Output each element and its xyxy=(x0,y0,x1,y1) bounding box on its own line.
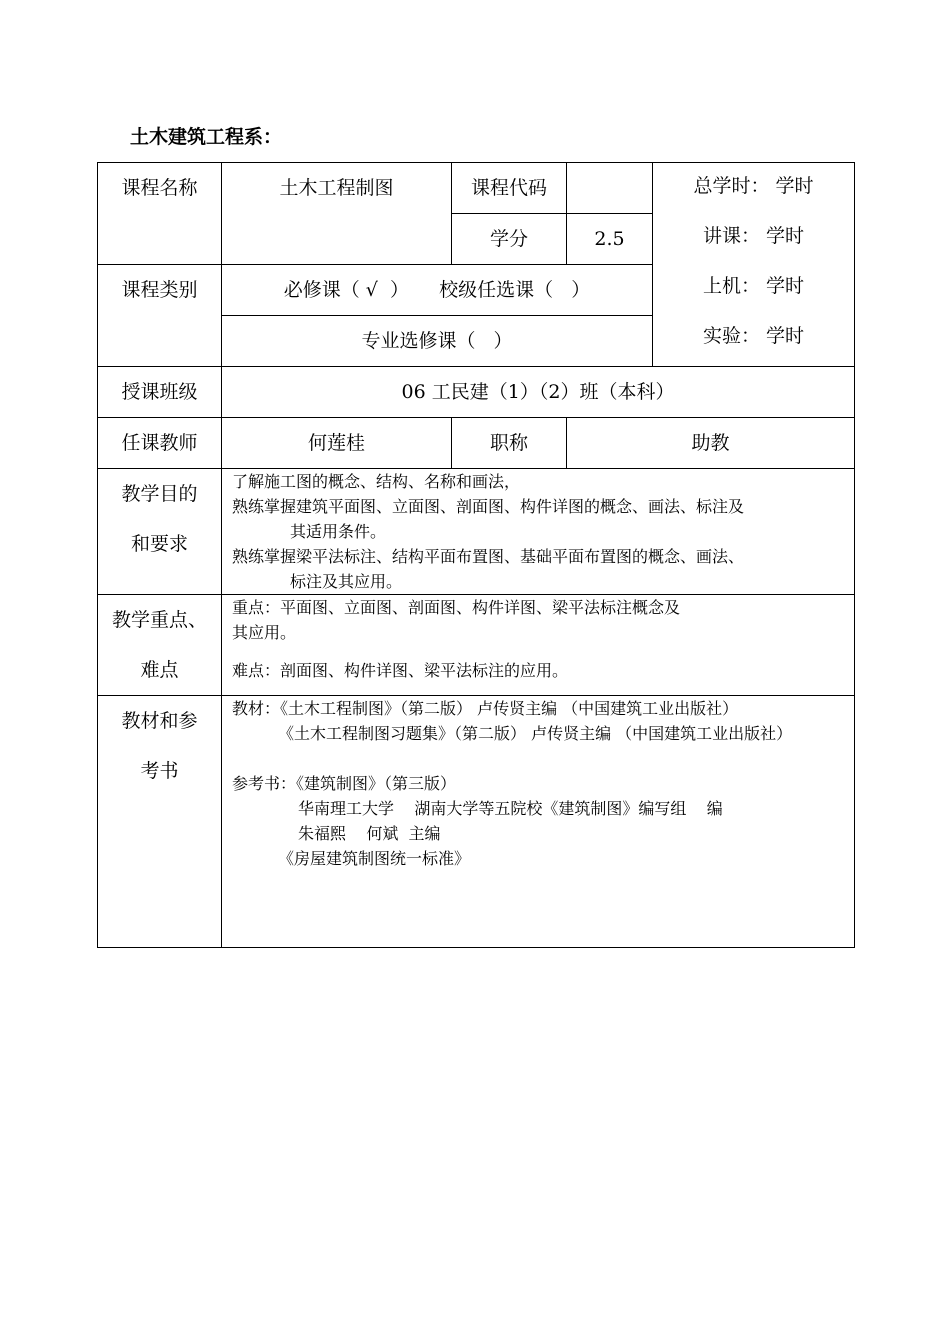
course-name-label: 课程名称 xyxy=(98,163,222,265)
key-point-line: 重点：平面图、立面图、剖面图、构件详图、梁平法标注概念及 xyxy=(232,598,681,617)
textbook-line: 《土木工程制图习题集》（第二版） 卢传贤主编 （中国建筑工业出版社） xyxy=(278,724,793,743)
key-point-line: 其应用。 xyxy=(232,623,297,642)
textbook-line: 教材：《土木工程制图》（第二版） 卢传贤主编 （中国建筑工业出版社） xyxy=(232,699,739,718)
job-title-value: 助教 xyxy=(567,418,855,469)
hours-cell xyxy=(653,163,855,367)
textbooks-content xyxy=(222,696,855,948)
objective-item: 熟练掌握梁平法标注、结构平面布置图、基础平面布置图的概念、画法、 xyxy=(232,547,745,566)
reference-line: 华南理工大学 湖南大学等五院校《建筑制图》编写组 编 xyxy=(298,799,723,818)
key-points-content xyxy=(222,595,855,696)
reference-line: 朱福熙 何斌 主编 xyxy=(298,824,441,843)
objective-item: 其适用条件。 xyxy=(290,522,387,541)
course-code-label: 课程代码 xyxy=(452,163,567,214)
total-hours: 总学时： 学时 xyxy=(693,175,814,197)
objective-item: 熟练掌握建筑平面图、立面图、剖面图、构件详图的概念、画法、标注及 xyxy=(232,497,745,516)
experiment-hours: 实验： 学时 xyxy=(702,325,805,347)
objective-item: 了解施工图的概念、结构、名称和画法， xyxy=(232,472,521,491)
department-title: 土木建筑工程系： xyxy=(130,126,283,148)
key-points-label-line1: 教学重点、 xyxy=(111,609,207,631)
objectives-label-line1: 教学目的 xyxy=(121,483,198,505)
objectives-label-line2: 和要求 xyxy=(130,533,188,555)
course-category-label: 课程类别 xyxy=(98,265,222,367)
teacher-name: 何莲桂 xyxy=(222,418,452,469)
key-points-label-line2: 难点 xyxy=(140,659,179,681)
course-code-value xyxy=(567,163,653,214)
key-points-label xyxy=(98,595,222,696)
textbooks-label xyxy=(98,696,222,948)
textbooks-label-line1: 教材和参 xyxy=(121,710,198,732)
teacher-label: 任课教师 xyxy=(98,418,222,469)
reference-line: 《房屋建筑制图统一标准》 xyxy=(278,849,471,868)
course-category-line1: 必修课（ √ ） 校级任选课（ ） xyxy=(222,265,653,316)
credit-label: 学分 xyxy=(452,214,567,265)
objectives-content xyxy=(222,469,855,595)
objectives-label xyxy=(98,469,222,595)
difficult-point-line: 难点：剖面图、构件详图、梁平法标注的应用。 xyxy=(232,661,569,680)
class-value: 06 工民建（1）（2）班（本科） xyxy=(222,367,855,418)
job-title-label: 职称 xyxy=(452,418,567,469)
course-info-table xyxy=(97,162,855,948)
computer-hours: 上机： 学时 xyxy=(702,275,805,297)
credit-value: 2.5 xyxy=(567,214,653,265)
lecture-hours: 讲课： 学时 xyxy=(702,225,805,247)
course-category-line2: 专业选修课（ ） xyxy=(222,316,653,367)
reference-title: 参考书：《建筑制图》（第三版） xyxy=(232,774,457,793)
objective-item: 标注及其应用。 xyxy=(290,572,403,591)
textbooks-label-line2: 考书 xyxy=(140,760,179,782)
course-name-value: 土木工程制图 xyxy=(222,163,452,265)
class-label: 授课班级 xyxy=(98,367,222,418)
